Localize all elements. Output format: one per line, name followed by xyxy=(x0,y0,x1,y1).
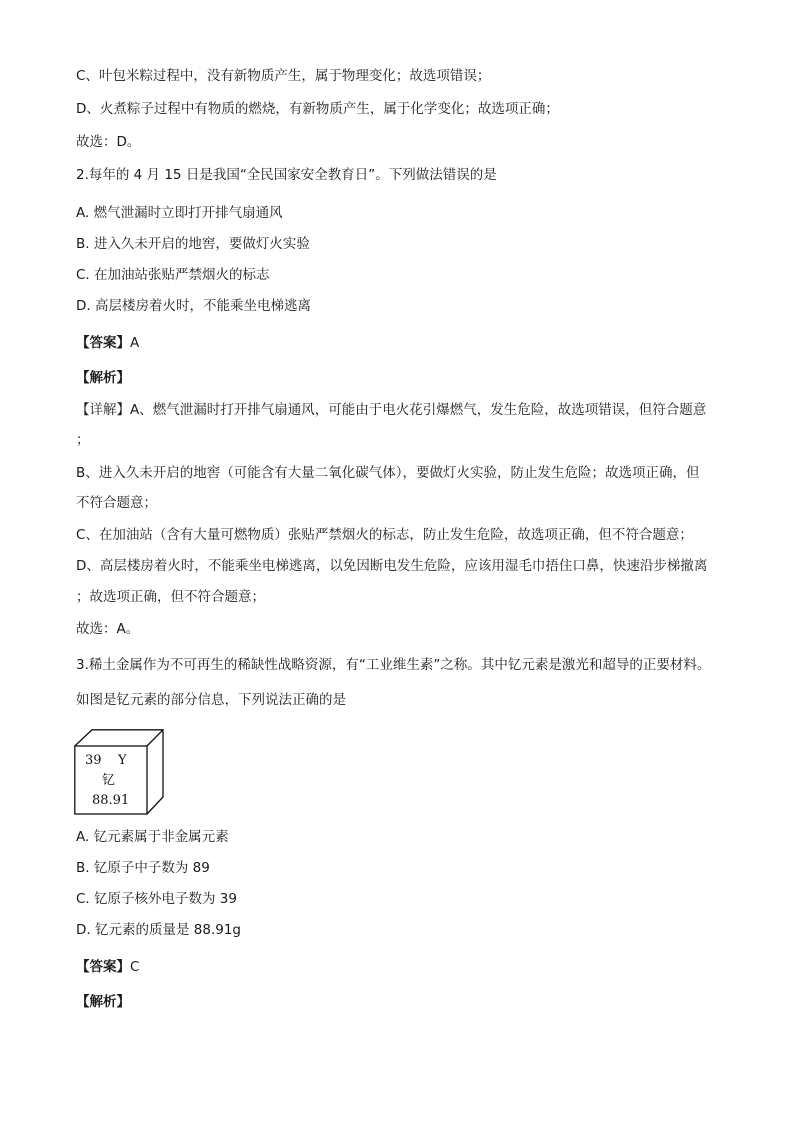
q3-stem-line2: 如图是钇元素的部分信息，下列说法正确的是 xyxy=(76,692,346,708)
q2-detail-line: 不符合题意； xyxy=(76,495,157,511)
q2-analysis-tag: 【解析】 xyxy=(76,370,130,386)
q2-detail-line: 【详解】A、燃气泄漏时打开排气扇通风，可能由于电火花引爆燃气，发生危险，故选项错误，但符合题意 xyxy=(76,402,707,418)
element-symbol: Y xyxy=(118,753,127,768)
atomic-number: 39 xyxy=(85,753,102,768)
prev-choose: 故选：D。 xyxy=(76,134,141,150)
answer-value: C xyxy=(130,959,140,975)
q2-choose: 故选：A。 xyxy=(76,621,140,637)
q3-option-c: C. 钇原子核外电子数为 39 xyxy=(76,891,237,907)
answer-tag: 【答案】 xyxy=(76,959,130,975)
q2-option-c: C. 在加油站张贴严禁烟火的标志 xyxy=(76,267,270,283)
q2-detail-line: ； xyxy=(76,432,90,448)
answer-value: A xyxy=(130,335,140,351)
atomic-mass: 88.91 xyxy=(92,793,130,808)
q2-detail-line: ；故选项正确，但不符合题意； xyxy=(76,589,265,605)
q2-option-b: B. 进入久未开启的地窖，要做灯火实验 xyxy=(76,236,310,252)
q2-option-d: D. 高层楼房着火时，不能乘坐电梯逃离 xyxy=(76,298,311,314)
q2-detail-line: B、进入久未开启的地窖（可能含有大量二氧化碳气体），要做灯火实验，防止发生危险；故选项正确，但 xyxy=(76,465,700,481)
q3-stem-line1: 3.稀土金属作为不可再生的稀缺性战略资源，有“工业维生素”之称。其中钇元素是激光和超导的正要材料。 xyxy=(76,657,711,673)
q3-answer xyxy=(76,957,734,977)
answer-tag: 【答案】 xyxy=(76,335,130,351)
q3-option-b: B. 钇原子中子数为 89 xyxy=(76,860,210,876)
q2-detail-line: D、高层楼房着火时，不能乘坐电梯逃离，以免因断电发生危险，应该用湿毛巾捂住口鼻，快速沿步梯撤离 xyxy=(76,558,708,574)
element-name: 钇 xyxy=(102,773,116,788)
q2-detail-line: C、在加油站（含有大量可燃物质）张贴严禁烟火的标志，防止发生危险，故选项正确，但不符合题意； xyxy=(76,527,693,543)
prev-option-d: D、火煮粽子过程中有物质的燃烧，有新物质产生，属于化学变化；故选项正确； xyxy=(76,101,559,117)
q3-analysis-tag: 【解析】 xyxy=(76,994,130,1010)
q2-stem: 2.每年的 4 月 15 日是我国“全民国家安全教育日”。下列做法错误的是 xyxy=(76,167,497,183)
q3-option-d: D. 钇元素的质量是 88.91g xyxy=(76,922,241,938)
q3-option-a: A. 钇元素属于非金属元素 xyxy=(76,829,229,845)
q2-answer xyxy=(76,333,734,353)
q2-option-a: A. 燃气泄漏时立即打开排气扇通风 xyxy=(76,205,283,221)
prev-option-c: C、叶包米粽过程中，没有新物质产生，属于物理变化；故选项错误； xyxy=(76,68,491,84)
element-cube-figure xyxy=(74,729,164,815)
